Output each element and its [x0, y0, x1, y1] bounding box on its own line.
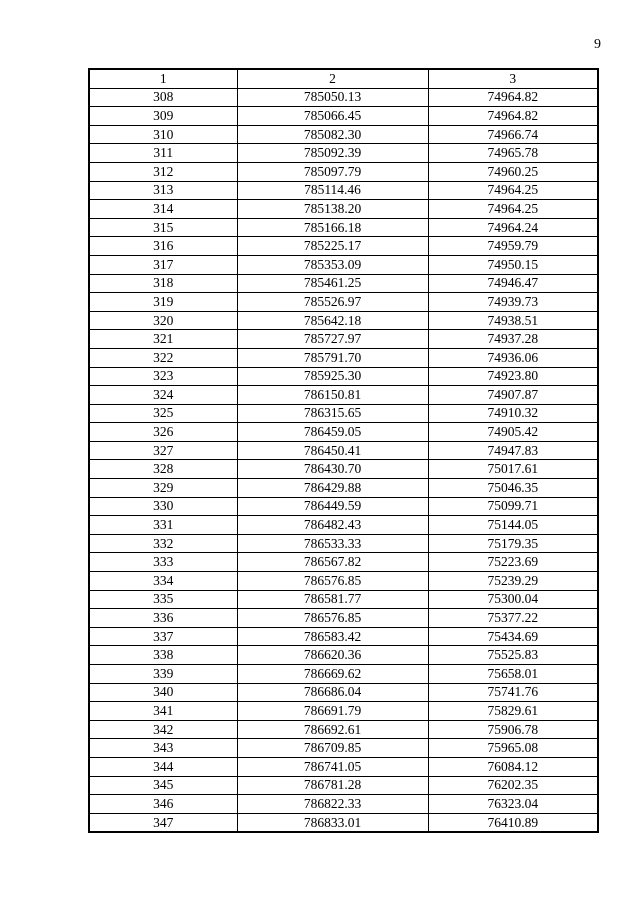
table-row — [89, 107, 598, 126]
table-row — [89, 311, 598, 330]
x-coordinate-cell: 785526.97 — [237, 293, 428, 312]
point-number-cell: 342 — [89, 720, 237, 739]
table-row — [89, 181, 598, 200]
x-coordinate-cell: 786576.85 — [237, 572, 428, 591]
coordinates-table — [88, 68, 599, 833]
table-row — [89, 646, 598, 665]
point-number-cell: 329 — [89, 479, 237, 498]
table-row — [89, 776, 598, 795]
point-number-cell: 337 — [89, 627, 237, 646]
table-row — [89, 497, 598, 516]
y-coordinate-cell: 75239.29 — [428, 572, 598, 591]
point-number-cell: 325 — [89, 404, 237, 423]
table-row — [89, 88, 598, 107]
point-number-cell: 327 — [89, 441, 237, 460]
x-coordinate-cell: 785225.17 — [237, 237, 428, 256]
table-row — [89, 590, 598, 609]
table-row — [89, 404, 598, 423]
y-coordinate-cell: 76410.89 — [428, 813, 598, 832]
x-coordinate-cell: 785092.39 — [237, 144, 428, 163]
x-coordinate-cell: 786459.05 — [237, 423, 428, 442]
table-row — [89, 348, 598, 367]
table-row — [89, 367, 598, 386]
point-number-cell: 336 — [89, 609, 237, 628]
point-number-cell: 330 — [89, 497, 237, 516]
point-number-cell: 323 — [89, 367, 237, 386]
point-number-cell: 334 — [89, 572, 237, 591]
x-coordinate-cell: 785066.45 — [237, 107, 428, 126]
point-number-cell: 322 — [89, 348, 237, 367]
table-row — [89, 460, 598, 479]
x-coordinate-cell: 785114.46 — [237, 181, 428, 200]
y-coordinate-cell: 74964.25 — [428, 181, 598, 200]
point-number-cell: 332 — [89, 534, 237, 553]
table-row — [89, 330, 598, 349]
y-coordinate-cell: 74938.51 — [428, 311, 598, 330]
y-coordinate-cell: 75144.05 — [428, 516, 598, 535]
table-row — [89, 516, 598, 535]
point-number-cell: 314 — [89, 200, 237, 219]
table-row — [89, 293, 598, 312]
table-row — [89, 720, 598, 739]
point-number-cell: 319 — [89, 293, 237, 312]
table-row — [89, 627, 598, 646]
y-coordinate-cell: 74946.47 — [428, 274, 598, 293]
y-coordinate-cell: 74964.25 — [428, 200, 598, 219]
y-coordinate-cell: 74907.87 — [428, 386, 598, 405]
x-coordinate-cell: 786450.41 — [237, 441, 428, 460]
y-coordinate-cell: 75658.01 — [428, 665, 598, 684]
point-number-cell: 315 — [89, 218, 237, 237]
point-number-cell: 313 — [89, 181, 237, 200]
table-row — [89, 386, 598, 405]
point-number-cell: 320 — [89, 311, 237, 330]
point-number-cell: 326 — [89, 423, 237, 442]
table-row — [89, 739, 598, 758]
x-coordinate-cell: 786692.61 — [237, 720, 428, 739]
y-coordinate-cell: 74936.06 — [428, 348, 598, 367]
y-coordinate-cell: 75965.08 — [428, 739, 598, 758]
y-coordinate-cell: 74947.83 — [428, 441, 598, 460]
point-number-cell: 345 — [89, 776, 237, 795]
x-coordinate-cell: 786691.79 — [237, 702, 428, 721]
table-row — [89, 572, 598, 591]
table-row — [89, 813, 598, 832]
x-coordinate-cell: 786669.62 — [237, 665, 428, 684]
table-row — [89, 423, 598, 442]
point-number-cell: 343 — [89, 739, 237, 758]
point-number-cell: 310 — [89, 125, 237, 144]
table-row — [89, 218, 598, 237]
point-number-cell: 340 — [89, 683, 237, 702]
point-number-cell: 312 — [89, 162, 237, 181]
x-coordinate-cell: 786781.28 — [237, 776, 428, 795]
y-coordinate-cell: 74966.74 — [428, 125, 598, 144]
table-row — [89, 665, 598, 684]
x-coordinate-cell: 786533.33 — [237, 534, 428, 553]
x-coordinate-cell: 786150.81 — [237, 386, 428, 405]
point-number-cell: 339 — [89, 665, 237, 684]
point-number-cell: 309 — [89, 107, 237, 126]
x-coordinate-cell: 786822.33 — [237, 795, 428, 814]
x-coordinate-cell: 786449.59 — [237, 497, 428, 516]
x-coordinate-cell: 786315.65 — [237, 404, 428, 423]
point-number-cell: 318 — [89, 274, 237, 293]
point-number-cell: 333 — [89, 553, 237, 572]
point-number-cell: 331 — [89, 516, 237, 535]
y-coordinate-cell: 74965.78 — [428, 144, 598, 163]
y-coordinate-cell: 75223.69 — [428, 553, 598, 572]
y-coordinate-cell: 75434.69 — [428, 627, 598, 646]
x-coordinate-cell: 785166.18 — [237, 218, 428, 237]
y-coordinate-cell: 75046.35 — [428, 479, 598, 498]
table-row — [89, 553, 598, 572]
y-coordinate-cell: 75099.71 — [428, 497, 598, 516]
x-coordinate-cell: 785791.70 — [237, 348, 428, 367]
table-row — [89, 795, 598, 814]
table-row — [89, 702, 598, 721]
point-number-cell: 308 — [89, 88, 237, 107]
point-number-cell: 346 — [89, 795, 237, 814]
point-number-cell: 341 — [89, 702, 237, 721]
x-coordinate-cell: 786583.42 — [237, 627, 428, 646]
x-coordinate-cell: 785642.18 — [237, 311, 428, 330]
x-coordinate-cell: 786429.88 — [237, 479, 428, 498]
y-coordinate-cell: 75829.61 — [428, 702, 598, 721]
column-header-2: 2 — [237, 69, 428, 88]
y-coordinate-cell: 76202.35 — [428, 776, 598, 795]
y-coordinate-cell: 74959.79 — [428, 237, 598, 256]
y-coordinate-cell: 75906.78 — [428, 720, 598, 739]
x-coordinate-cell: 786567.82 — [237, 553, 428, 572]
table-header-row — [89, 69, 598, 88]
x-coordinate-cell: 785727.97 — [237, 330, 428, 349]
table-row — [89, 609, 598, 628]
point-number-cell: 321 — [89, 330, 237, 349]
point-number-cell: 317 — [89, 255, 237, 274]
table-row — [89, 237, 598, 256]
table-row — [89, 125, 598, 144]
table-row — [89, 144, 598, 163]
x-coordinate-cell: 786482.43 — [237, 516, 428, 535]
x-coordinate-cell: 786620.36 — [237, 646, 428, 665]
point-number-cell: 335 — [89, 590, 237, 609]
y-coordinate-cell: 75741.76 — [428, 683, 598, 702]
table-row — [89, 441, 598, 460]
x-coordinate-cell: 785353.09 — [237, 255, 428, 274]
x-coordinate-cell: 785050.13 — [237, 88, 428, 107]
x-coordinate-cell: 786581.77 — [237, 590, 428, 609]
page-number: 9 — [594, 37, 601, 52]
table-row — [89, 757, 598, 776]
point-number-cell: 311 — [89, 144, 237, 163]
table-row — [89, 683, 598, 702]
y-coordinate-cell: 75525.83 — [428, 646, 598, 665]
point-number-cell: 338 — [89, 646, 237, 665]
y-coordinate-cell: 75179.35 — [428, 534, 598, 553]
x-coordinate-cell: 786741.05 — [237, 757, 428, 776]
y-coordinate-cell: 74964.24 — [428, 218, 598, 237]
table-row — [89, 162, 598, 181]
y-coordinate-cell: 74950.15 — [428, 255, 598, 274]
x-coordinate-cell: 786430.70 — [237, 460, 428, 479]
y-coordinate-cell: 74923.80 — [428, 367, 598, 386]
y-coordinate-cell: 74910.32 — [428, 404, 598, 423]
point-number-cell: 328 — [89, 460, 237, 479]
y-coordinate-cell: 75017.61 — [428, 460, 598, 479]
y-coordinate-cell: 76323.04 — [428, 795, 598, 814]
point-number-cell: 347 — [89, 813, 237, 832]
table-row — [89, 274, 598, 293]
column-header-3: 3 — [428, 69, 598, 88]
y-coordinate-cell: 74905.42 — [428, 423, 598, 442]
x-coordinate-cell: 786709.85 — [237, 739, 428, 758]
point-number-cell: 316 — [89, 237, 237, 256]
y-coordinate-cell: 75300.04 — [428, 590, 598, 609]
x-coordinate-cell: 785082.30 — [237, 125, 428, 144]
y-coordinate-cell: 75377.22 — [428, 609, 598, 628]
y-coordinate-cell: 74937.28 — [428, 330, 598, 349]
x-coordinate-cell: 786576.85 — [237, 609, 428, 628]
y-coordinate-cell: 74960.25 — [428, 162, 598, 181]
y-coordinate-cell: 74964.82 — [428, 88, 598, 107]
table-row — [89, 479, 598, 498]
x-coordinate-cell: 785925.30 — [237, 367, 428, 386]
table-row — [89, 534, 598, 553]
x-coordinate-cell: 785097.79 — [237, 162, 428, 181]
y-coordinate-cell: 74964.82 — [428, 107, 598, 126]
table-row — [89, 255, 598, 274]
y-coordinate-cell: 76084.12 — [428, 757, 598, 776]
table-row — [89, 200, 598, 219]
x-coordinate-cell: 786833.01 — [237, 813, 428, 832]
x-coordinate-cell: 785461.25 — [237, 274, 428, 293]
y-coordinate-cell: 74939.73 — [428, 293, 598, 312]
column-header-1: 1 — [89, 69, 237, 88]
point-number-cell: 324 — [89, 386, 237, 405]
x-coordinate-cell: 786686.04 — [237, 683, 428, 702]
table-body — [89, 88, 598, 832]
x-coordinate-cell: 785138.20 — [237, 200, 428, 219]
point-number-cell: 344 — [89, 757, 237, 776]
